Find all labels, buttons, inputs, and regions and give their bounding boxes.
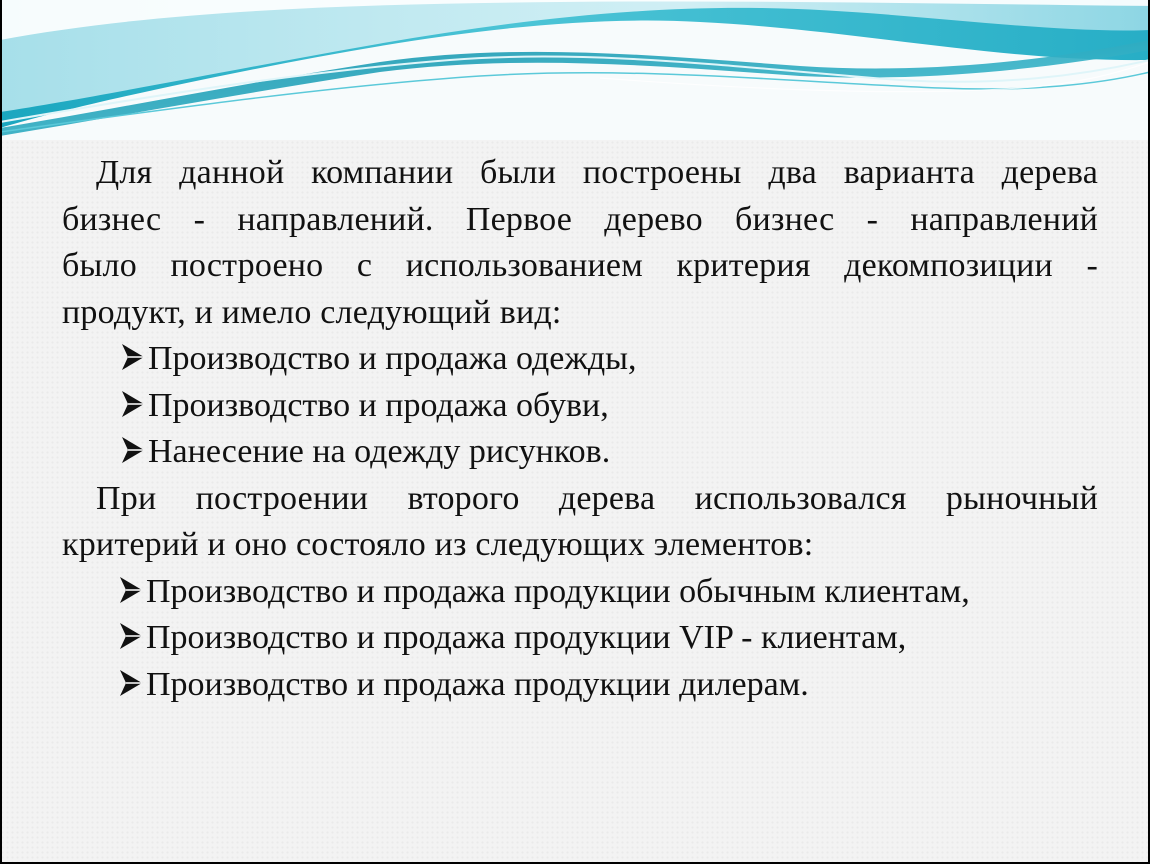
bullet-text: Нанесение на одежду рисунков. <box>148 433 611 470</box>
paragraph-line: было построено с использованием критерия декомпозиции - <box>62 247 1098 284</box>
paragraph-line: бизнес - направлений. Первое дерево бизнес - направлений <box>62 200 1098 238</box>
arrow-bullet-icon <box>120 342 148 374</box>
arrow-bullet-icon <box>120 389 148 421</box>
intro-paragraph <box>62 150 1098 336</box>
list-item <box>62 336 1098 383</box>
arrow-bullet-icon <box>120 435 148 467</box>
list-item <box>62 569 1098 616</box>
bullet-text: Производство и продажа продукции VIP - клиентам, <box>146 619 907 656</box>
arrow-bullet-icon <box>118 575 146 607</box>
slide-content <box>62 150 1098 708</box>
list-item <box>62 429 1098 476</box>
list-item <box>62 383 1098 430</box>
slide-border-left <box>0 0 2 864</box>
bullet-text: Производство и продажа обуви, <box>148 386 609 424</box>
bullet-text: Производство и продажа продукции обычным клиентам, <box>146 572 970 610</box>
bullet-list-second <box>62 569 1098 709</box>
paragraph-line: При построении второго дерева использовался рыночный <box>96 479 1098 517</box>
paragraph-line: критерий и оно состояло из следующих элементов: <box>62 526 814 563</box>
list-item <box>62 662 1098 709</box>
bullet-text: Производство и продажа продукции дилерам. <box>146 665 809 703</box>
list-item <box>62 615 1098 662</box>
wave-decoration <box>0 0 1150 140</box>
bullet-text: Производство и продажа одежды, <box>148 340 637 377</box>
bullet-list-first <box>62 336 1098 476</box>
arrow-bullet-icon <box>118 668 146 700</box>
paragraph-line: продукт, и имело следующий вид: <box>62 293 562 331</box>
second-paragraph <box>62 476 1098 569</box>
arrow-bullet-icon <box>118 621 146 653</box>
paragraph-line: Для данной компании были построены два варианта дерева <box>96 154 1098 191</box>
